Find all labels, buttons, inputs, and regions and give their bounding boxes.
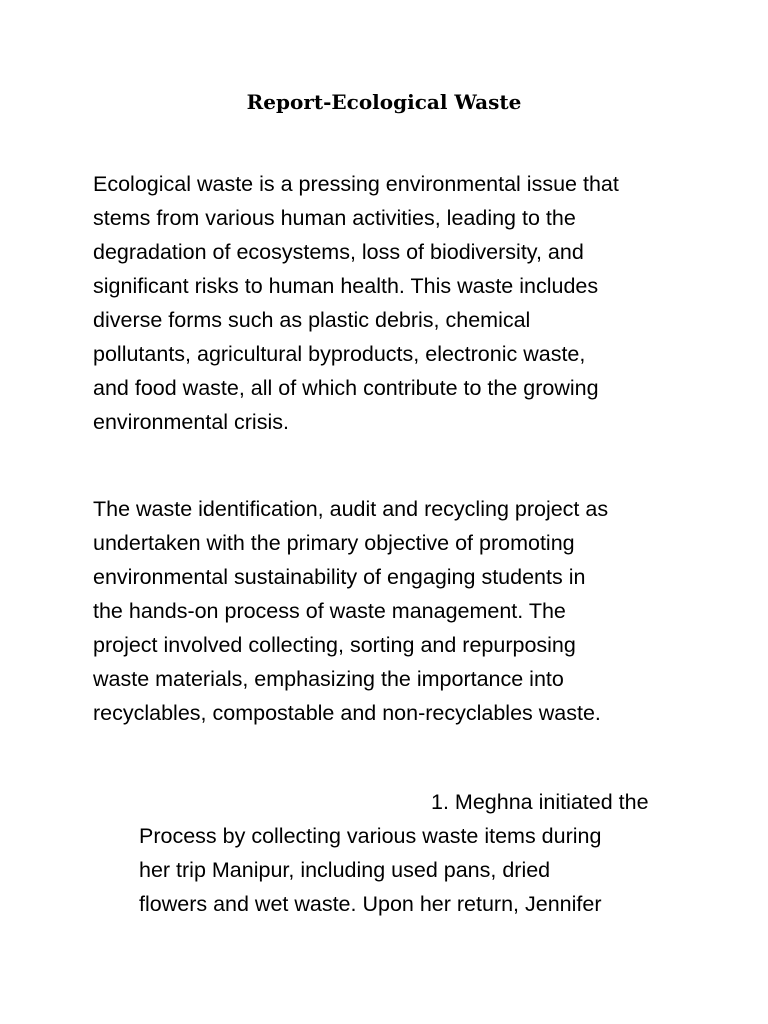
paragraph-line: pollutants, agricultural byproducts, electronic waste, xyxy=(93,342,586,366)
paragraph-line: environmental crisis. xyxy=(93,410,289,434)
paragraph-line: Ecological waste is a pressing environmental issue that xyxy=(93,172,619,196)
paragraph-1 xyxy=(93,167,678,439)
paragraph-line: degradation of ecosystems, loss of biodiversity, and xyxy=(93,240,584,264)
list-item-line: Process by collecting various waste items during xyxy=(139,824,602,848)
list-item-line: flowers and wet waste. Upon her return, Jennifer xyxy=(139,892,602,916)
paragraph-line: stems from various human activities, leading to the xyxy=(93,206,576,230)
paragraph-line: diverse forms such as plastic debris, chemical xyxy=(93,308,531,332)
numbered-list-item xyxy=(139,785,699,921)
paragraph-line: environmental sustainability of engaging students in xyxy=(93,565,586,589)
list-item-line: her trip Manipur, including used pans, dried xyxy=(139,858,551,882)
list-item-first-line xyxy=(139,785,699,819)
paragraph-2 xyxy=(93,492,678,730)
list-number: 1. xyxy=(431,790,449,814)
paragraph-line: significant risks to human health. This waste includes xyxy=(93,274,599,298)
list-item-line: Meghna initiated the xyxy=(454,790,649,814)
paragraph-line: project involved collecting, sorting and repurposing xyxy=(93,633,576,657)
paragraph-line: the hands-on process of waste management. The xyxy=(93,599,566,623)
paragraph-line: undertaken with the primary objective of promoting xyxy=(93,531,575,555)
paragraph-line: waste materials, emphasizing the importance into xyxy=(93,667,564,691)
paragraph-line: recyclables, compostable and non-recyclables waste. xyxy=(93,701,601,725)
paragraph-line: and food waste, all of which contribute to the growing xyxy=(93,376,599,400)
document-title: Report-Ecological Waste xyxy=(246,90,522,114)
paragraph-line: The waste identification, audit and recycling project as xyxy=(93,497,609,521)
